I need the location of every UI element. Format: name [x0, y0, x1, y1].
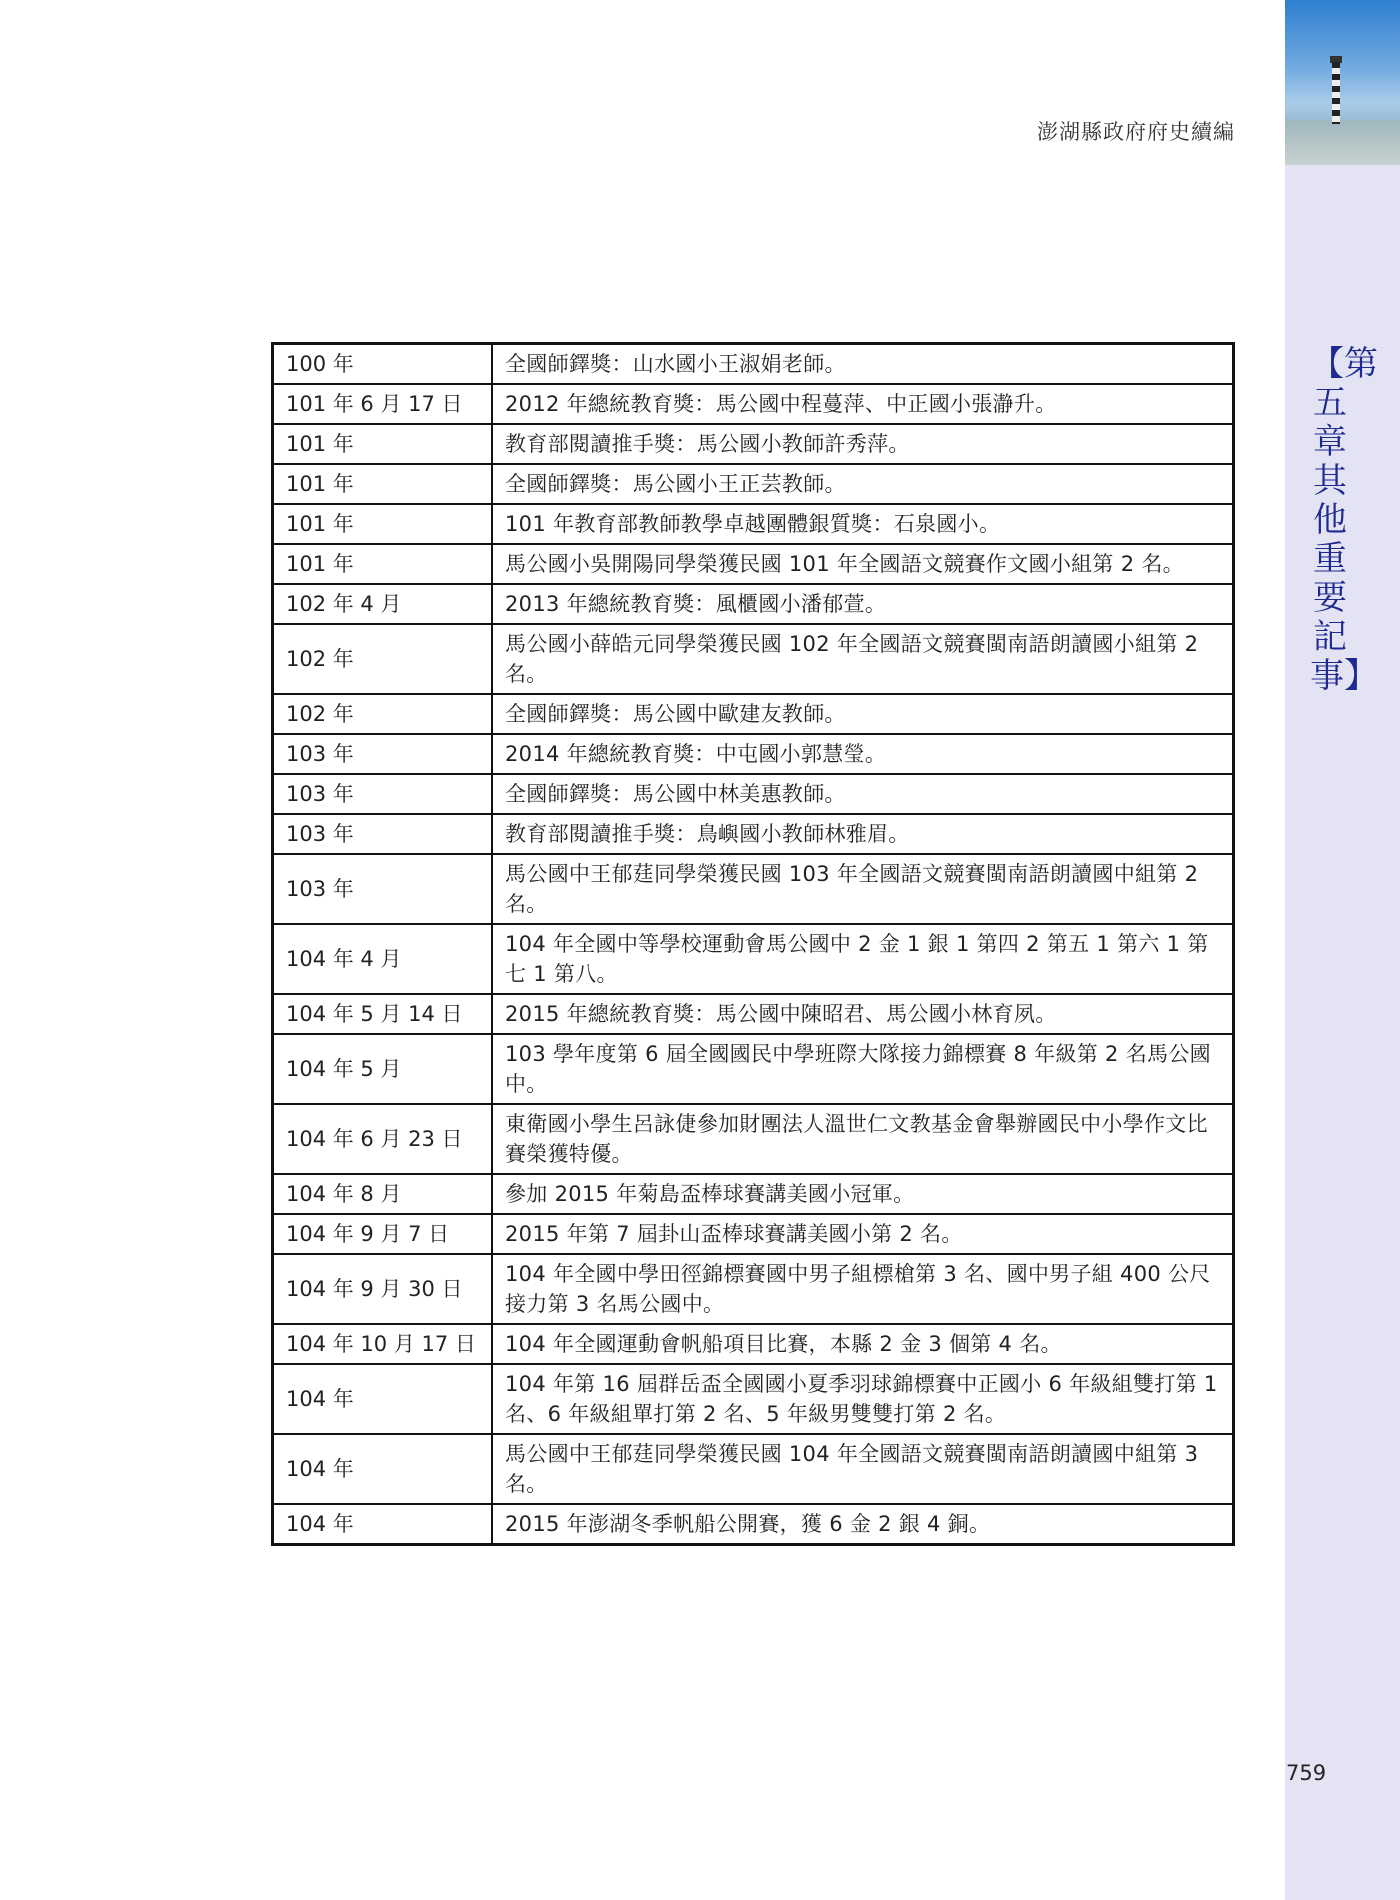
event-description: 104 年第 16 屆群岳盃全國國小夏季羽球錦標賽中正國小 6 年級組雙打第 1 名、6 年級組單打第 2 名、5 年級男雙雙打第 2 名。	[492, 1364, 1234, 1434]
table-row	[273, 774, 1234, 814]
event-description: 101 年教育部教師教學卓越團體銀質獎：石泉國小。	[492, 504, 1234, 544]
table-row	[273, 544, 1234, 584]
event-date: 104 年 4 月	[273, 924, 493, 994]
table-row	[273, 1254, 1234, 1324]
event-date: 104 年 5 月	[273, 1034, 493, 1104]
table-row	[273, 1174, 1234, 1214]
coast-shape	[1285, 120, 1400, 165]
table-row	[273, 994, 1234, 1034]
table-row	[273, 1504, 1234, 1545]
event-description: 104 年全國運動會帆船項目比賽，本縣 2 金 3 個第 4 名。	[492, 1324, 1234, 1364]
event-description: 2012 年總統教育獎：馬公國中程蔓萍、中正國小張瀞升。	[492, 384, 1234, 424]
event-description: 東衛國小學生呂詠倢參加財團法人溫世仁文教基金會舉辦國民中小學作文比賽榮獲特優。	[492, 1104, 1234, 1174]
table-row	[273, 734, 1234, 774]
event-date: 103 年	[273, 854, 493, 924]
event-description: 103 學年度第 6 屆全國國民中學班際大隊接力錦標賽 8 年級第 2 名馬公國中。	[492, 1034, 1234, 1104]
event-date: 104 年 9 月 30 日	[273, 1254, 493, 1324]
event-description: 104 年全國中等學校運動會馬公國中 2 金 1 銀 1 第四 2 第五 1 第六 1 第七 1 第八。	[492, 924, 1234, 994]
event-description: 2015 年澎湖冬季帆船公開賽，獲 6 金 2 銀 4 銅。	[492, 1504, 1234, 1545]
event-date: 103 年	[273, 814, 493, 854]
event-description: 2014 年總統教育獎：中屯國小郭慧瑩。	[492, 734, 1234, 774]
table-row	[273, 924, 1234, 994]
event-date: 102 年 4 月	[273, 584, 493, 624]
event-date: 103 年	[273, 734, 493, 774]
table-row	[273, 424, 1234, 464]
table-row	[273, 584, 1234, 624]
table-row	[273, 814, 1234, 854]
event-description: 2013 年總統教育獎：風櫃國小潘郁萱。	[492, 584, 1234, 624]
event-date: 104 年 10 月 17 日	[273, 1324, 493, 1364]
event-description: 2015 年第 7 屆卦山盃棒球賽講美國小第 2 名。	[492, 1214, 1234, 1254]
table-row	[273, 854, 1234, 924]
table-row	[273, 1434, 1234, 1504]
event-date: 104 年 9 月 7 日	[273, 1214, 493, 1254]
chapter-title-text: 【第五章 其他重要記事】	[1310, 344, 1378, 696]
event-description: 馬公國小薛皓元同學榮獲民國 102 年全國語文競賽閩南語朗讀國小組第 2 名。	[492, 624, 1234, 694]
table-row	[273, 624, 1234, 694]
table-row	[273, 1034, 1234, 1104]
table-row	[273, 384, 1234, 424]
table-row	[273, 694, 1234, 734]
event-description: 全國師鐸獎：馬公國小王正芸教師。	[492, 464, 1234, 504]
event-date: 104 年 6 月 23 日	[273, 1104, 493, 1174]
event-date: 101 年	[273, 424, 493, 464]
event-description: 馬公國中王郁莛同學榮獲民國 103 年全國語文競賽閩南語朗讀國中組第 2 名。	[492, 854, 1234, 924]
table-row	[273, 504, 1234, 544]
event-description: 教育部閱讀推手獎：鳥嶼國小教師林雅眉。	[492, 814, 1234, 854]
event-date: 104 年 8 月	[273, 1174, 493, 1214]
table-row	[273, 1364, 1234, 1434]
table-row	[273, 344, 1234, 385]
event-date: 103 年	[273, 774, 493, 814]
table-row	[273, 1324, 1234, 1364]
event-date: 101 年	[273, 464, 493, 504]
event-description: 馬公國小吳開陽同學榮獲民國 101 年全國語文競賽作文國小組第 2 名。	[492, 544, 1234, 584]
page-number: 759	[1286, 1761, 1327, 1785]
event-description: 104 年全國中學田徑錦標賽國中男子組標槍第 3 名、國中男子組 400 公尺接力第 3 名馬公國中。	[492, 1254, 1234, 1324]
event-date: 101 年	[273, 504, 493, 544]
event-description: 全國師鐸獎：馬公國中歐建友教師。	[492, 694, 1234, 734]
lighthouse-image	[1285, 0, 1400, 165]
event-date: 102 年	[273, 624, 493, 694]
table-row	[273, 464, 1234, 504]
event-date: 104 年	[273, 1504, 493, 1545]
event-description: 全國師鐸獎：馬公國中林美惠教師。	[492, 774, 1234, 814]
event-description: 2015 年總統教育獎：馬公國中陳昭君、馬公國小林育夙。	[492, 994, 1234, 1034]
chapter-title	[1310, 344, 1378, 696]
event-date: 101 年 6 月 17 日	[273, 384, 493, 424]
event-description: 參加 2015 年菊島盃棒球賽講美國小冠軍。	[492, 1174, 1234, 1214]
event-date: 102 年	[273, 694, 493, 734]
event-date: 104 年	[273, 1364, 493, 1434]
lighthouse-tower	[1332, 62, 1340, 124]
event-description: 教育部閱讀推手獎：馬公國小教師許秀萍。	[492, 424, 1234, 464]
table-row	[273, 1214, 1234, 1254]
event-date: 104 年 5 月 14 日	[273, 994, 493, 1034]
running-head: 澎湖縣政府府史續編	[1037, 120, 1235, 144]
event-description: 馬公國中王郁莛同學榮獲民國 104 年全國語文競賽閩南語朗讀國中組第 3 名。	[492, 1434, 1234, 1504]
chapter-sidebar	[1285, 0, 1400, 1900]
event-date: 100 年	[273, 344, 493, 385]
event-date: 104 年	[273, 1434, 493, 1504]
events-table	[271, 342, 1235, 1546]
event-description: 全國師鐸獎：山水國小王淑娟老師。	[492, 344, 1234, 385]
table-row	[273, 1104, 1234, 1174]
event-date: 101 年	[273, 544, 493, 584]
